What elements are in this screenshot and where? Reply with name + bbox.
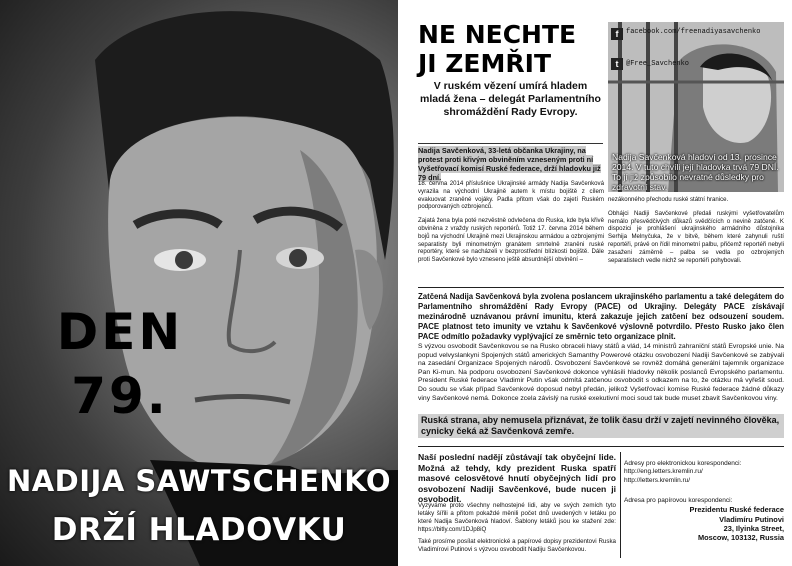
day-number: 79. bbox=[71, 367, 169, 425]
postal-line-4: Moscow, 103132, Russia bbox=[698, 533, 784, 543]
story-paragraph: Zajatá žena byla poté nezvěstně odvlečena do Ruska, kde byla křivě obviněna z vraždy ruských reportérů. Totiž 17. června 2014 během bojů na východní Ukrajině mezi Ukrajinskou armádou a ozbrojenými separatisty byli minometným granátem smrtelně zraněni ruské reportéry, které se nacházeli v bezprostřední blízkosti bojiště. Dále proti Savčenkové bylo vzneseno ještě absurdnější obvinění – bbox=[418, 217, 604, 264]
headline-line-1: NE NECHTE bbox=[418, 20, 577, 49]
day-label: DEN bbox=[56, 303, 184, 361]
shame-statement: Ruská strana, aby nemusela přiznávat, že tolik času drží v zajetí nevinného člověka, cynicky čeká až Savčenková zemře. bbox=[418, 414, 784, 438]
prison-photo bbox=[608, 22, 784, 192]
story-column-1 bbox=[418, 180, 604, 270]
section-divider bbox=[418, 287, 784, 288]
subheadline: V ruském vězení umírá hladem mladá žena – delegát Parlamentního shromáždění Rady Evropy. bbox=[420, 80, 601, 118]
postal-address bbox=[624, 497, 784, 542]
name-line: NADIJA SAWTSCHENKO bbox=[6, 464, 392, 498]
leaflet-text-panel bbox=[398, 0, 792, 566]
email-addresses bbox=[624, 460, 784, 485]
email-label: Adresy pro elektronickou korespondenci: bbox=[624, 460, 742, 467]
section-divider bbox=[418, 446, 784, 447]
story-paragraph: 18. června 2014 příslušnice Ukrajinské armády Nadija Savčenková vyrazila na východní Ukrajině autem k místu bojiště z cílem evakuovat zraněné vojáky. Padla přitom však do zajetí Ruském podporovaných ozbrojenců. bbox=[418, 180, 604, 211]
story-paragraph: nezákonného přechodu ruské státní hranice. bbox=[608, 196, 729, 203]
intro-paragraph bbox=[418, 143, 603, 182]
email-link-1: http://eng.letters.kremlin.ru/ bbox=[624, 468, 703, 476]
photo-caption: Nadija Savčenková hladoví od 13. prosince 2014. V tuto chvíli její hladovka trvá 79 DNÍ. To jí již způsobilo nevratné důsledky pro zdravotní stav. bbox=[612, 152, 779, 192]
status-line: DRŽÍ HLADOVKU bbox=[51, 512, 347, 548]
international-paragraph: S výzvou osvobodit Savčenkovou se na Rusko obraceli hlavy států a vlád, 14 ministrů zahraniční států Evropské unie. Na popud velvyslankyni Spojených států amerických Samanthy Powerové otázku osvobození Nadiji Savčenkové se zabývali na zasedání Organizace Spojených národů. Osvobození Savčenkové se rovněž domáhá generální tajemník organizace Pan Ki-mun. Na podporu osvobození Savčenkové dokonce vyhlásili hladovky několik poslanců Evropského parlamentu. President Ruské federace Vladimir Putin však odmítá zatčenou osvobodit s odkazem na to, že otázku má vyřešit soud. Do soudu se však případ Savčenkové doposud nebyl předán, jelikož Vyšetřovací komise Ruské federace žádné důkazy viny Savčenkové nemá. Dokonce zcela závislý na ruské exekutivní moci soud tak bude muset zbavit Savčenkovou viny. bbox=[418, 343, 784, 402]
postal-line-2: Vladimíru Putinovi bbox=[719, 514, 784, 524]
postal-label: Adresa pro papírovou korespondenci: bbox=[624, 497, 733, 504]
pace-paragraph: Zatčená Nadija Savčenková byla zvolena poslancem ukrajinského parlamentu a také delegátem do Parlamentního shromáždění Rady Evropy (PACE) od Ukrajiny. Delegáty PACE získávají mezinárodně uznávanou právní imunitu, která zakazuje jejich zatčení bez odsouzení soudem. PACE platnost teto imunity ve vztahu k Savčenkové výslovně potvrdilo. Přesto Rusko jako člen PACE odmítlo požadavky vyplývající ze směrnic teto organizace plnit. bbox=[418, 292, 784, 341]
twitter-handle: @Free_Savchenko bbox=[626, 60, 690, 68]
hope-paragraph: Naší poslední nadějí zůstávají tak obyčejní lide. Možná až tehdy, kdy prezident Ruska spatří masové celosvětové hnutí obyčejných lidí pro osvobození Nadiji Savčenkové, bude nucen ji osvobodit. bbox=[418, 452, 616, 504]
call-to-action bbox=[418, 502, 616, 558]
address-divider bbox=[620, 452, 621, 558]
intro-highlight: Nadija Savčenková, 33-letá občanka Ukrajiny, na protest proti křivým obviněním vzneseným proti ní Vyšetřovací komisí Ruské federace, drží hladovku již 79 dní. bbox=[418, 146, 601, 182]
story-column-2 bbox=[608, 196, 784, 270]
call-paragraph: Také prosíme posílat elektronické a papírové dopisy prezidentovi Ruska Vladimírovi Putinovi s výzvou osvobodit Nadiju Savčenkovou. bbox=[418, 538, 616, 553]
postal-line-1: Prezidentu Ruské federace bbox=[689, 505, 784, 515]
postal-line-3: 23, Ilyinka Street, bbox=[723, 523, 784, 533]
call-paragraph: Vyzýváme proto všechny nelhostejné lidi, aby ve svých zemích tyto letáky šířili a přitom pokaždé měnili počet dnů uvedených v letáku po které Nadija Savčenková hladoví. Šablony letáků jsou ke stažení zde: https://bitly.com/1DJp8iQ bbox=[418, 502, 616, 533]
twitter-icon: t bbox=[611, 58, 623, 70]
facebook-handle: facebook.com/freenadiyasavchenko bbox=[626, 28, 761, 36]
story-paragraph: Obhájci Nadiji Savčenkové předali ruskými vyšetřovatelům nemálo přesvědčivých důkazů svědčících o nevině zatčené. K dispozici je prohlášení ukrajinského armádního důstojníka Serhija Melnyčuka, že v bitvě, během které zahynuli ruští reportéři, právě on řídil minometní palbu, přičemž reportéři nebyli zasaženi záměrně – palba se vedla po ozbrojených separatistech vedle nichž se reportéři pohybovali. bbox=[608, 209, 784, 264]
headline-line-2: JI ZEMŘIT bbox=[418, 49, 551, 78]
headline bbox=[418, 20, 603, 78]
day-block bbox=[40, 300, 200, 428]
facebook-icon: f bbox=[611, 28, 623, 40]
email-link-2: http://letters.kremlin.ru/ bbox=[624, 476, 691, 484]
